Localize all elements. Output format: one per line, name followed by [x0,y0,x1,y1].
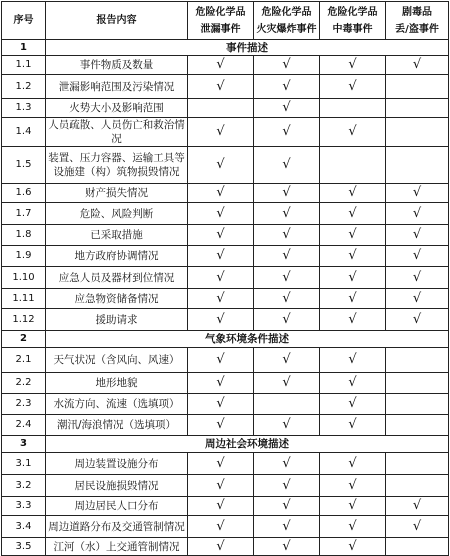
check-mark-cell: √ [188,348,254,373]
check-mark-cell: √ [320,75,386,99]
check-mark-cell: √ [254,56,320,75]
table-row [2,516,449,538]
check-mark-cell: √ [188,373,254,394]
row-number: 1.3 [2,99,46,118]
empty-cell [386,475,449,497]
header-fire-line2: 火灾爆炸事件 [256,23,317,35]
check-mark-cell: √ [188,147,254,184]
empty-cell [386,348,449,373]
check-mark-cell: √ [188,225,254,246]
row-number: 1.5 [2,147,46,184]
row-number: 3.3 [2,497,46,516]
check-mark-cell: √ [386,516,449,538]
empty-cell [320,147,386,184]
section-title: 周边社会环境描述 [46,436,449,453]
row-description: 泄漏影响范围及污染情况 [46,75,188,99]
check-mark-cell: √ [254,225,320,246]
section-number: 3 [2,436,46,453]
check-mark-cell: √ [254,309,320,331]
check-mark-cell: √ [320,475,386,497]
row-number: 1.9 [2,246,46,267]
check-mark-cell: √ [254,415,320,436]
check-mark-cell: √ [254,184,320,203]
check-mark-cell: √ [320,246,386,267]
check-mark-cell: √ [386,56,449,75]
check-mark-cell: √ [254,516,320,538]
section-number: 1 [2,40,46,56]
check-mark-cell: √ [254,538,320,556]
row-number: 3.4 [2,516,46,538]
check-mark-cell: √ [254,147,320,184]
check-mark-cell: √ [386,225,449,246]
check-mark-cell: √ [254,497,320,516]
row-description: 应急人员及器材到位情况 [46,267,188,289]
row-description: 天气状况（含风向、风速） [46,348,188,373]
row-number: 1.4 [2,118,46,147]
check-mark-cell: √ [254,203,320,225]
empty-cell [386,373,449,394]
empty-cell [386,118,449,147]
check-mark-cell: √ [320,415,386,436]
check-mark-cell: √ [320,267,386,289]
header-poison-line2: 中毒事件 [332,23,373,35]
table-row [2,246,449,267]
empty-cell [386,394,449,415]
row-description: 水流方向、流速（选填项） [46,394,188,415]
row-description: 地形地貌 [46,373,188,394]
section-row [2,331,449,348]
header-fire-event [254,2,320,40]
table-row [2,475,449,497]
row-number: 2.2 [2,373,46,394]
table-row [2,538,449,556]
empty-cell [386,147,449,184]
table-row [2,497,449,516]
row-description: 已采取措施 [46,225,188,246]
check-mark-cell: √ [188,203,254,225]
row-description: 援助请求 [46,309,188,331]
header-fire-line1: 危险化学品 [261,6,312,18]
table-row [2,225,449,246]
check-mark-cell: √ [320,516,386,538]
row-number: 3.1 [2,453,46,475]
table-row [2,99,449,118]
row-number: 1.7 [2,203,46,225]
table-row [2,453,449,475]
check-mark-cell: √ [320,497,386,516]
table-row [2,203,449,225]
check-mark-cell: √ [188,415,254,436]
row-description: 事件物质及数量 [46,56,188,75]
row-number: 2.3 [2,394,46,415]
table-body [2,40,449,556]
check-mark-cell: √ [188,516,254,538]
row-number: 1.2 [2,75,46,99]
row-number: 1.11 [2,289,46,309]
header-leak-line1: 危险化学品 [195,6,246,18]
empty-cell [254,394,320,415]
check-mark-cell: √ [254,475,320,497]
check-mark-cell: √ [386,246,449,267]
row-description: 江河（水）上交通管制情况 [46,538,188,556]
empty-cell [386,453,449,475]
table-row [2,267,449,289]
table-row [2,394,449,415]
check-mark-cell: √ [188,289,254,309]
section-title: 事件描述 [46,40,449,56]
empty-cell [320,99,386,118]
check-mark-cell: √ [386,184,449,203]
empty-cell [188,99,254,118]
check-mark-cell: √ [254,75,320,99]
check-mark-cell: √ [254,373,320,394]
check-mark-cell: √ [188,267,254,289]
check-mark-cell: √ [320,309,386,331]
row-description: 居民设施损毁情况 [46,475,188,497]
row-number: 3.2 [2,475,46,497]
check-mark-cell: √ [386,309,449,331]
check-mark-cell: √ [254,453,320,475]
check-mark-cell: √ [188,184,254,203]
check-mark-cell: √ [188,475,254,497]
check-mark-cell: √ [320,225,386,246]
check-mark-cell: √ [254,289,320,309]
section-row [2,40,449,56]
check-mark-cell: √ [320,203,386,225]
row-description: 财产损失情况 [46,184,188,203]
row-description: 地方政府协调情况 [46,246,188,267]
table-row [2,348,449,373]
report-content-table-container [1,1,448,554]
check-mark-cell: √ [254,267,320,289]
check-mark-cell: √ [320,118,386,147]
check-mark-cell: √ [320,373,386,394]
row-number: 2.1 [2,348,46,373]
check-mark-cell: √ [320,394,386,415]
check-mark-cell: √ [320,348,386,373]
empty-cell [386,415,449,436]
header-leak-line2: 泄漏事件 [200,23,241,35]
header-poison-event [320,2,386,40]
header-theft-event [386,2,449,40]
check-mark-cell: √ [386,267,449,289]
row-description: 周边装置设施分布 [46,453,188,475]
row-description: 人员疏散、人员伤亡和救治情况 [46,118,188,147]
row-description: 危险、风险判断 [46,203,188,225]
check-mark-cell: √ [188,538,254,556]
row-number: 3.5 [2,538,46,556]
check-mark-cell: √ [188,56,254,75]
table-row [2,118,449,147]
table-row [2,415,449,436]
check-mark-cell: √ [188,75,254,99]
check-mark-cell: √ [188,394,254,415]
check-mark-cell: √ [386,497,449,516]
check-mark-cell: √ [320,184,386,203]
check-mark-cell: √ [386,289,449,309]
header-theft-line1: 剧毒品 [402,6,432,18]
section-row [2,436,449,453]
empty-cell [386,538,449,556]
row-description: 周边居民人口分布 [46,497,188,516]
row-number: 1.8 [2,225,46,246]
row-description: 周边道路分布及交通管制情况 [46,516,188,538]
header-theft-line2: 丢/盗事件 [395,23,439,35]
check-mark-cell: √ [188,497,254,516]
check-mark-cell: √ [188,453,254,475]
check-mark-cell: √ [188,246,254,267]
row-description: 装置、压力容器、运输工具等设施建（构）筑物损毁情况 [46,147,188,184]
header-no: 序号 [2,2,46,40]
check-mark-cell: √ [320,453,386,475]
check-mark-cell: √ [254,246,320,267]
check-mark-cell: √ [320,289,386,309]
table-row [2,147,449,184]
section-title: 气象环境条件描述 [46,331,449,348]
row-number: 2.4 [2,415,46,436]
row-number: 1.1 [2,56,46,75]
header-leak-event [188,2,254,40]
check-mark-cell: √ [254,348,320,373]
header-poison-line1: 危险化学品 [327,6,378,18]
table-header-row [2,2,449,40]
check-mark-cell: √ [254,118,320,147]
header-content: 报告内容 [46,2,188,40]
check-mark-cell: √ [188,118,254,147]
table-row [2,309,449,331]
empty-cell [386,99,449,118]
section-number: 2 [2,331,46,348]
row-number: 1.12 [2,309,46,331]
row-number: 1.10 [2,267,46,289]
table-row [2,373,449,394]
check-mark-cell: √ [386,203,449,225]
row-description: 潮汛/海浪情况（选填项） [46,415,188,436]
table-row [2,75,449,99]
table-row [2,184,449,203]
row-number: 1.6 [2,184,46,203]
row-description: 应急物资储备情况 [46,289,188,309]
empty-cell [386,75,449,99]
check-mark-cell: √ [320,538,386,556]
check-mark-cell: √ [320,56,386,75]
check-mark-cell: √ [254,99,320,118]
table-row [2,56,449,75]
check-mark-cell: √ [188,309,254,331]
row-description: 火势大小及影响范围 [46,99,188,118]
report-content-table [1,1,449,556]
table-row [2,289,449,309]
